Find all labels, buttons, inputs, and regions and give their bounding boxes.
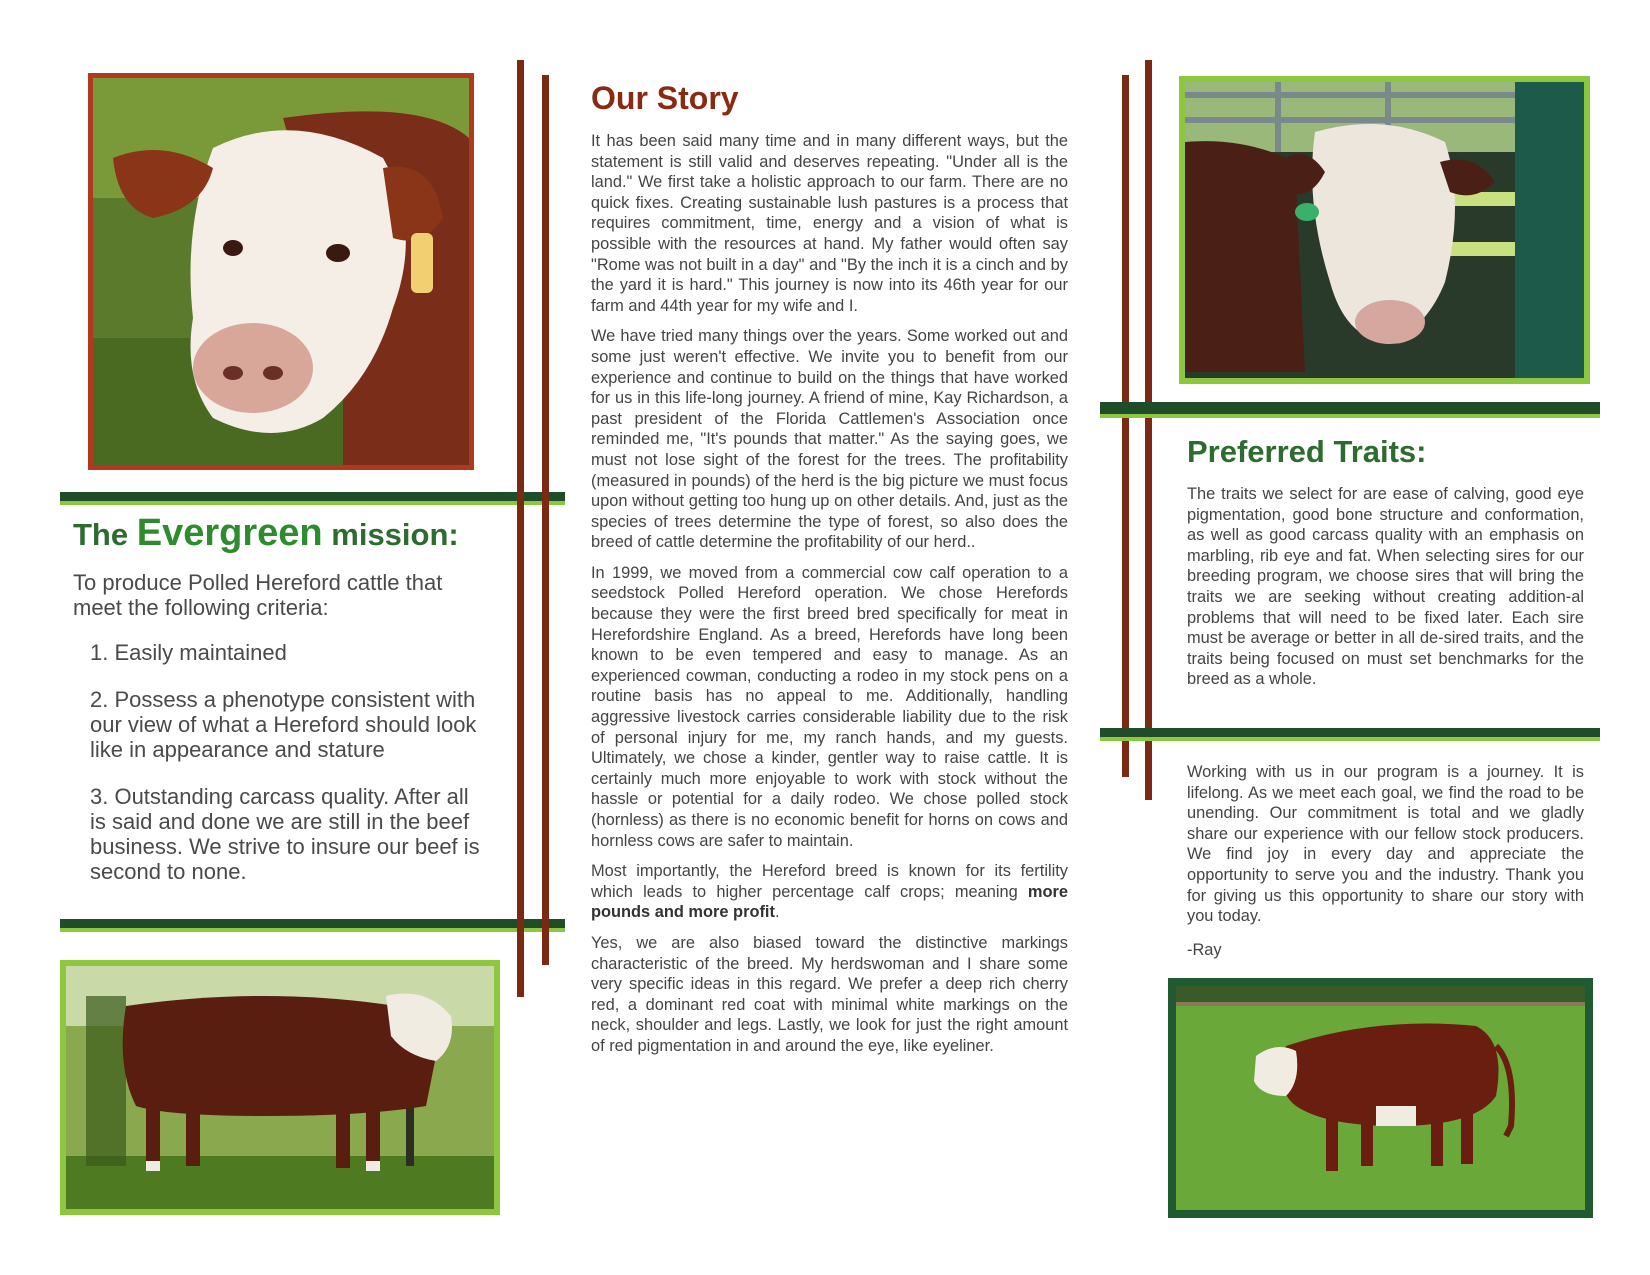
mission-item-1: 1. Easily maintained [90,640,287,665]
mission-title-brand: Evergreen [136,512,323,554]
story-paragraph-5: Yes, we are also biased toward the distinctive markings characteristic of the breed. My herdswoman and I share some very specific ideas in this regard. We prefer a deep rich cherry red, a dominant red coat with minimal white markings on the neck, shoulder and legs. Lastly, we look for just the right amount of red pigmentation in and around the eye, like eyeliner. [591,933,1068,1055]
closing-body: Working with us in our program is a journey. It is lifelong. As we meet each goal, we find the road to be unending. Our commitment is total and we gladly share our experience with our fellow stock producers. We find joy in every day and appreciate the opportunity to serve you and the industry. Thank you for giving us this opportunity to share our story with you today. [1187,763,1584,926]
right-vertical-divider-2 [1145,60,1152,800]
story-paragraph-4-start: Most importantly, the Hereford breed is known for its fertility which leads to higher percentage calf crops; meaning [591,862,1068,901]
traits-top-divider-accent [1100,414,1600,418]
story-paragraph-2: We have tried many things over the years. Some worked out and some just weren't effective. We invite you to benefit from our experience and continue to build on the things that have worked for us in this life-long journey. A friend of mine, Kay Richardson, a past president of the Florida Cattlemen's Association once reminded me, "It's pounds that matter." As the saying goes, we must not lose sight of the forest for the trees. The profitability (measured in pounds) of the herd is the big picture we must focus upon without getting too hung up on other details. And, just as the species of trees determine the type of forest, so also does the breed of cattle determine the profitability of our herd.. [591,327,1068,552]
mission-bottom-divider-accent [60,928,565,932]
story-paragraph-3: In 1999, we moved from a commercial cow calf operation to a seedstock Polled Hereford operation. We chose Herefords because they were the first breed bred specifically for meat in Herefordshire England. As a breed, Herefords have long been known to be even tempered and easy to manage. As an experienced cowman, conducting a rodeo in my stock pens on a routine basis has no appeal to me. Additionally, handling aggressive livestock carries considerable liability due to the risk of personal injury for me, my ranch hands, and my guests. Ultimately, we chose a kinder, gentler way to raise cattle. It is certainly much more enjoyable to work with stock without the hassle or potential for a daily rodeo. We chose polled stock (hornless) as there is no economic benefit for horns on cows and hornless cows are safer to maintain. [591,563,1068,850]
hereford-bull-side-photo [60,960,500,1215]
story-paragraph-4 [591,861,1068,923]
mission-title [73,512,459,555]
left-vertical-divider-1 [517,60,524,997]
story-paragraph-1: It has been said many time and in many different ways, but the statement is still valid and deserves repeating. "Under all is the land." We first take a holistic approach to our farm. There are no quick fixes. Creating sustainable lush pastures is a process that requires commitment, time, energy and a vision of what is possible with the resources at hand. My father would often say "Rome was not built in a day" and "By the inch it is a cinch and by the yard it is hard." This journey is now into its 46th year for our farm and 44th year for my wife and I. [591,132,1068,315]
mission-item-2: 2. Possess a phenotype consistent with our view of what a Hereford should look like in appearance and stature [90,687,477,762]
hereford-cow-portrait-photo [88,73,474,470]
mission-criteria-list [90,640,490,906]
traits-bottom-divider [1100,728,1600,737]
mission-item-3: 3. Outstanding carcass quality. After all is said and done we are still in the beef business. We strive to insure our beef is second to none. [90,784,480,884]
traits-body: The traits we select for are ease of calving, good eye pigmentation, good bone structure and conformation, as well as good carcass quality with an emphasis on marbling, rib eye and fat. When selecting sires for our breeding program, we choose sires that will bring the traits we are seeking without creating addition-al problems that will need to be fixed later. Each sire must be average or better in all de-sired traits, and the traits being focused on must set benchmarks for the breed as a whole. [1187,485,1584,689]
story-body [591,131,1068,1067]
hereford-cow-grazing-photo [1168,978,1593,1218]
traits-title: Preferred Traits: [1187,434,1427,469]
right-vertical-divider-1 [1122,75,1129,777]
mission-bottom-divider [60,919,565,928]
traits-bottom-divider-accent [1100,737,1600,741]
left-vertical-divider-2 [542,75,549,965]
traits-top-divider [1100,402,1600,414]
mission-title-suffix: mission: [331,517,459,552]
story-title: Our Story [591,80,739,116]
mission-title-prefix: The [73,517,129,552]
story-paragraph-4-emphasis: more pounds and more profit [591,882,1068,922]
hereford-cow-in-chute-photo [1179,76,1590,384]
mission-top-divider [60,492,565,501]
story-paragraph-4-end: . [774,903,780,922]
closing-signature: -Ray [1187,941,1222,959]
mission-intro: To produce Polled Hereford cattle that meet the following criteria: [73,570,443,620]
mission-top-divider-accent [60,501,565,505]
